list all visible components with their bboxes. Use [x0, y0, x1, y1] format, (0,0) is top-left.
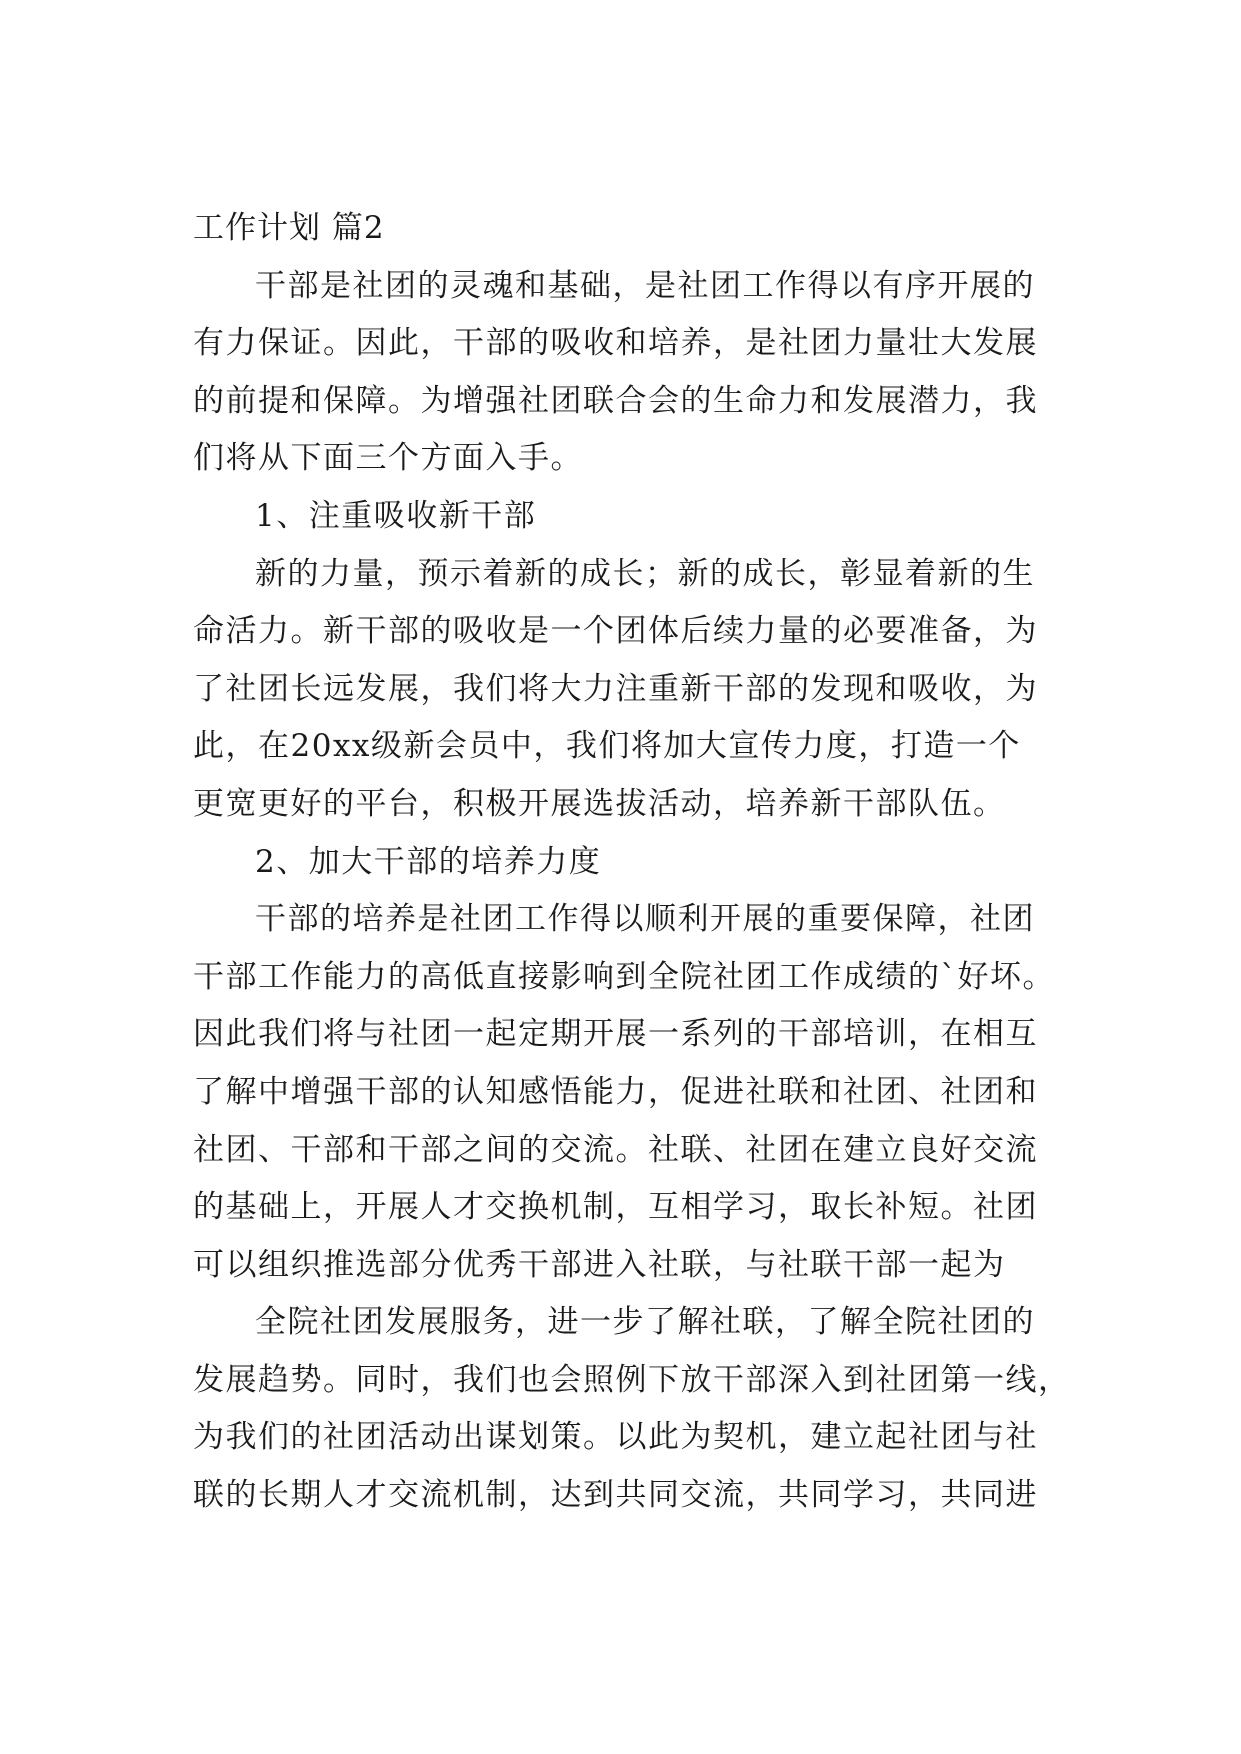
paragraph-line: 们将从下面三个方面入手。: [193, 440, 583, 477]
document-body: [193, 200, 1071, 1525]
paragraph-line: 因此我们将与社团一起定期开展一系列的干部培训，在相互: [193, 1016, 1038, 1053]
section-heading: 2、加大干部的培养力度: [255, 843, 602, 880]
section-heading: 1、注重吸收新干部: [255, 497, 537, 534]
paragraph-line: 了社团长远发展，我们将大力注重新干部的发现和吸收，为: [193, 670, 1038, 707]
paragraph-line: 联的长期人才交流机制，达到共同交流，共同学习，共同进: [193, 1477, 1038, 1514]
paragraph-line: 干部的培养是社团工作得以顺利开展的重要保障，社团: [255, 901, 1035, 938]
document-title: 工作计划 篇2: [193, 210, 385, 246]
paragraph-line: 更宽更好的平台，积极开展选拔活动，培养新干部队伍。: [193, 785, 1006, 822]
paragraph-line: 有力保证。因此，干部的吸收和培养，是社团力量壮大发展: [193, 325, 1038, 362]
paragraph-line: 了解中增强干部的认知感悟能力，促进社联和社团、社团和: [193, 1073, 1038, 1110]
paragraph-line: 可以组织推选部分优秀干部进入社联，与社联干部一起为: [193, 1246, 1006, 1283]
paragraph-line: 发展趋势。同时，我们也会照例下放干部深入到社团第一线，: [193, 1361, 1071, 1398]
paragraph-line: 全院社团发展服务，进一步了解社联，了解全院社团的: [255, 1304, 1035, 1341]
paragraph-line: 为我们的社团活动出谋划策。以此为契机，建立起社团与社: [193, 1419, 1038, 1456]
paragraph-line: 命活力。新干部的吸收是一个团体后续力量的必要准备，为: [193, 613, 1038, 650]
paragraph-line: 此，在20xx级新会员中，我们将加大宣传力度，打造一个: [193, 728, 1021, 765]
paragraph-line: 干部是社团的灵魂和基础，是社团工作得以有序开展的: [255, 267, 1035, 304]
paragraph-line: 干部工作能力的高低直接影响到全院社团工作成绩的`好坏。: [193, 958, 1055, 995]
paragraph-line: 新的力量，预示着新的成长；新的成长，彰显着新的生: [255, 555, 1035, 592]
paragraph-line: 社团、干部和干部之间的交流。社联、社团在建立良好交流: [193, 1131, 1038, 1168]
paragraph-line: 的前提和保障。为增强社团联合会的生命力和发展潜力，我: [193, 382, 1038, 419]
paragraph-line: 的基础上，开展人才交换机制，互相学习，取长补短。社团: [193, 1189, 1038, 1226]
